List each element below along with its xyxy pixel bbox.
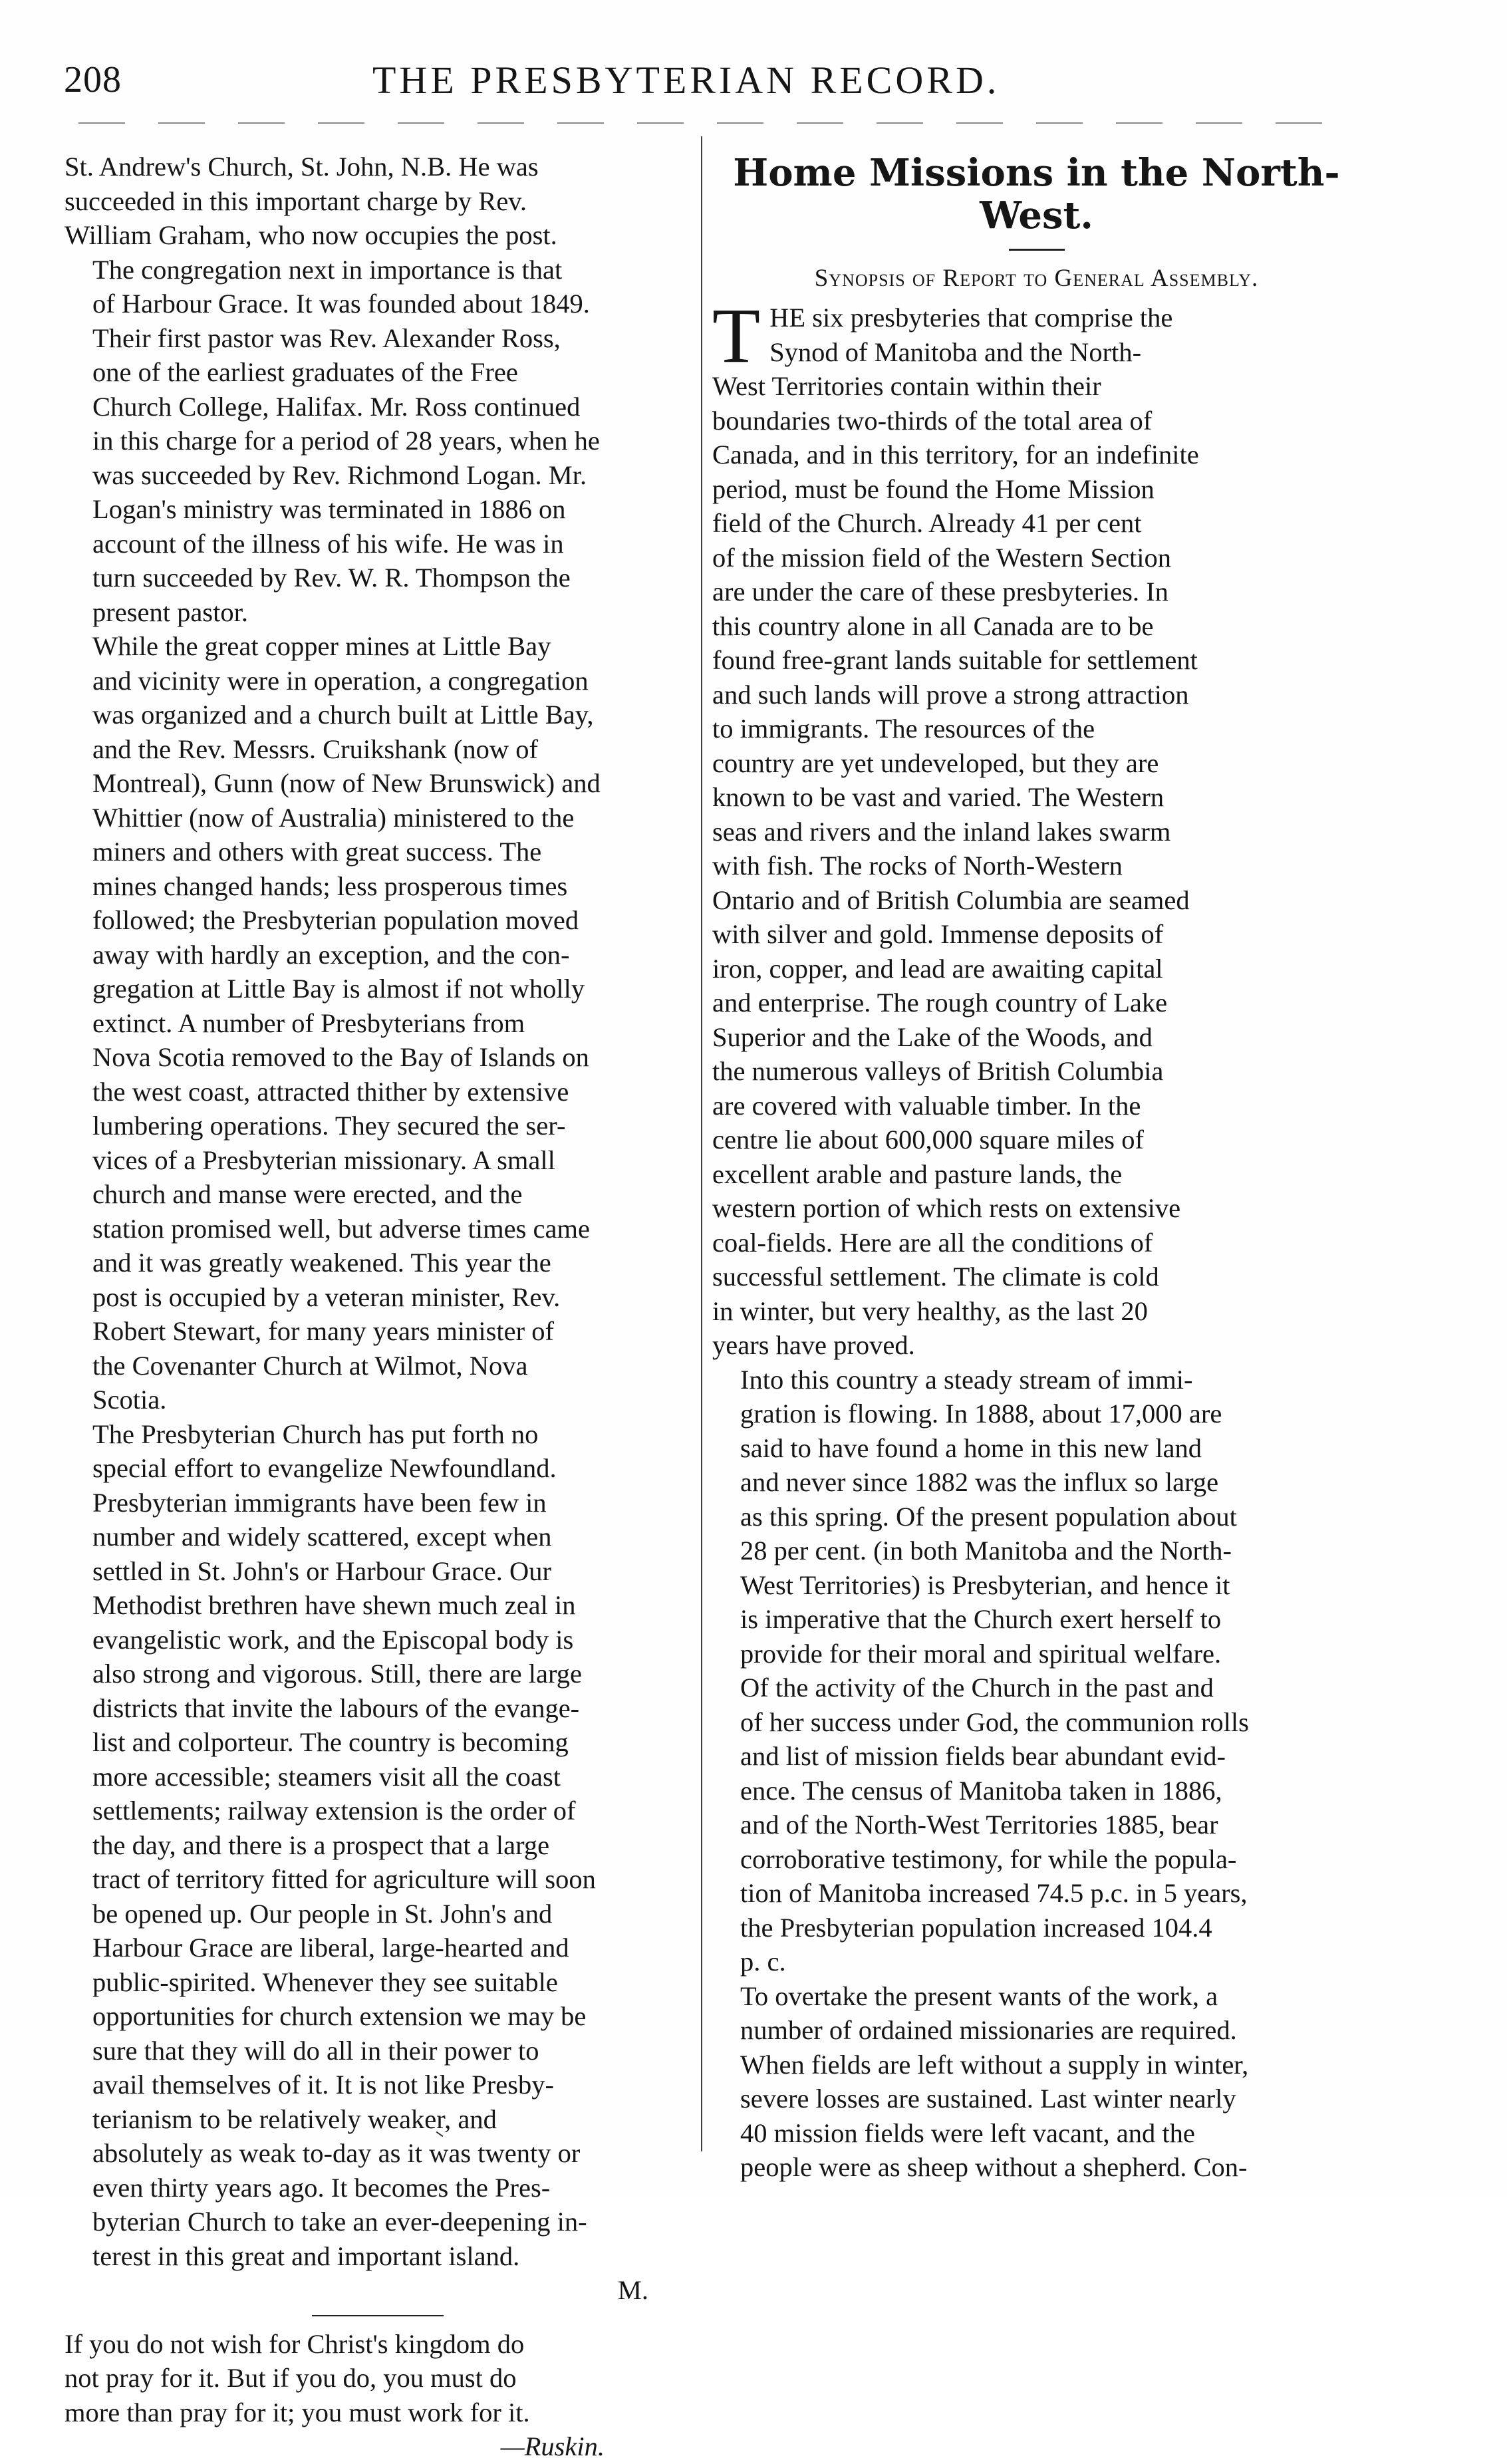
text-line: centre lie about 600,000 square miles of [712,1125,1144,1155]
text-line: evangelistic work, and the Episcopal body is [92,1624,574,1655]
text-line: special effort to evangelize Newfoundland. [92,1453,557,1483]
text-line: William Graham, who now occupies the post. [65,220,557,250]
text-line: excellent arable and pasture lands, the [712,1159,1123,1189]
text-line: Church College, Halifax. Mr. Ross continued [92,391,581,422]
text-line: present pastor. [92,597,248,627]
text-line: are under the care of these presbyteries. In [712,577,1168,607]
text-line: turn succeeded by Rev. W. R. Thompson the [92,563,571,593]
article-subheading: Synopsis of Report to General Assembly. [814,265,1259,292]
text-line: period, must be found the Home Mission [712,474,1155,504]
text-line: followed; the Presbyterian population moved [92,905,579,935]
text-line: the day, and there is a prospect that a large [92,1830,550,1860]
text-line: opportunities for church extension we may be [92,2001,587,2031]
text-line: terianism to be relatively weaker, and [92,2104,497,2134]
text-line: Methodist brethren have shewn much zeal in [92,1590,576,1620]
quote-line: more than pray for it; you must work for it. [65,2397,530,2427]
text-line: people were as sheep without a shepherd. Con- [740,2152,1248,2182]
text-line: Their first pastor was Rev. Alexander Ross, [92,323,561,353]
text-line: more accessible; steamers visit all the coast [92,1761,561,1792]
text-line: settlements; railway extension is the order of [92,1796,576,1826]
text-line: absolutely as weak to-day as it was twenty or [92,2138,581,2168]
text-line: away with hardly an exception, and the con- [92,939,570,970]
text-line: one of the earliest graduates of the Free [92,357,518,387]
text-line: corroborative testimony, for while the popula- [740,1844,1237,1874]
text-line: severe losses are sustained. Last winter nearly [740,2084,1236,2114]
left-paragraph-4 [65,1417,691,2274]
text-line: gration is flowing. In 1888, about 17,000 are [740,1399,1222,1429]
column-divider [701,136,702,2151]
drop-cap: T [712,292,761,379]
text-line: and vicinity were in operation, a congregation [92,665,589,696]
text-line: post is occupied by a veteran minister, Rev. [92,1282,561,1312]
text-line: public-spirited. Whenever they see suitable [92,1967,558,1997]
left-paragraph-1 [65,150,691,253]
text-line: account of the illness of his wife. He was in [92,528,564,559]
running-head: THE PRESBYTERIAN RECORD. [372,59,1000,102]
text-line: The Presbyterian Church has put forth no [92,1419,539,1449]
text-line: seas and rivers and the inland lakes swarm [712,816,1171,847]
right-paragraph-3 [712,1979,1361,2185]
text-line: successful settlement. The climate is cold [712,1262,1159,1292]
text-line: the numerous valleys of British Columbia [712,1056,1164,1086]
text-line: and such lands will prove a strong attraction [712,679,1189,710]
text-line: West Territories contain within their [712,371,1101,401]
text-line: boundaries two-thirds of the total area of [712,405,1153,436]
text-line: p. c. [740,1947,786,1977]
text-line: Logan's ministry was terminated in 1886 on [92,494,566,524]
text-line: list and colporteur. The country is becoming [92,1727,569,1757]
text-line: number of ordained missionaries are required. [740,2015,1237,2045]
text-line: While the great copper mines at Little Bay [92,631,551,661]
text-line: Canada, and in this territory, for an indefinite [712,440,1199,470]
text-line: Harbour Grace are liberal, large-hearted and [92,1933,569,1963]
quote-line: not pray for it. But if you do, you must do [65,2363,517,2393]
text-line: in this charge for a period of 28 years, when he [92,426,600,456]
text-line: Whittier (now of Australia) ministered to the [92,802,575,833]
text-line: 28 per cent. (in both Manitoba and the North- [740,1536,1232,1566]
text-line: and it was greatly weakened. This year the [92,1248,551,1278]
text-line: was organized and a church built at Little Bay, [92,700,594,730]
text-line: this country alone in all Canada are to be [712,611,1154,641]
text-line: Into this country a steady stream of immi- [740,1364,1193,1395]
top-rule [78,122,1342,124]
text-line: West Territories) is Presbyterian, and hence it [740,1570,1230,1600]
text-line: Of the activity of the Church in the past and [740,1673,1214,1703]
text-line: even thirty years ago. It becomes the Pres- [92,2172,551,2203]
text-line: the Presbyterian population increased 104.4 [740,1912,1212,1943]
text-line: iron, copper, and lead are awaiting capital [712,953,1163,984]
text-line: Montreal), Gunn (now of New Brunswick) and [92,768,601,798]
text-line: gregation at Little Bay is almost if not wholly [92,974,585,1004]
text-line: field of the Church. Already 41 per cent [712,508,1142,538]
left-column-article [65,150,691,2464]
text-line: and list of mission fields bear abundant evid- [740,1741,1226,1771]
text-line: station promised well, but adverse times came [92,1213,590,1244]
right-paragraph-2 [712,1363,1361,1979]
heading-divider [1009,249,1065,251]
text-line: number and widely scattered, except when [92,1522,552,1552]
text-line: of Harbour Grace. It was founded about 1849. [92,289,590,319]
text-line: lumbering operations. They secured the ser- [92,1111,566,1141]
text-line: avail themselves of it. It is not like Presby- [92,2070,554,2100]
text-line: known to be vast and varied. The Western [712,782,1164,812]
left-paragraph-3 [65,629,691,1417]
text-line: and the Rev. Messrs. Cruikshank (now of [92,734,539,764]
text-line: 40 mission fields were left vacant, and the [740,2118,1195,2148]
text-line: with fish. The rocks of North-Western [712,851,1123,881]
ruskin-quote [65,2327,691,2464]
text-line: Scotia. [92,1385,167,1415]
text-line: sure that they will do all in their power to [92,2035,539,2066]
right-paragraph-1 [712,292,1361,1363]
section-divider [312,2315,444,2316]
text-line: Ontario and of British Columbia are seamed [712,885,1190,915]
text-line: said to have found a home in this new land [740,1433,1202,1463]
text-line: miners and others with great success. The [92,837,542,867]
text-line: the Covenanter Church at Wilmot, Nova [92,1350,528,1381]
text-line: church and manse were erected, and the [92,1179,523,1209]
text-line: also strong and vigorous. Still, there are large [92,1659,582,1689]
text-line: was succeeded by Rev. Richmond Logan. Mr. [92,460,587,490]
text-line: in winter, but very healthy, as the last 20 [712,1296,1148,1326]
text-line: found free-grant lands suitable for settlement [712,645,1198,675]
text-line: settled in St. John's or Harbour Grace. Our [92,1556,552,1586]
left-paragraph-2 [65,253,691,630]
text-line: to immigrants. The resources of the [712,714,1095,744]
text-line: terest in this great and important island. [92,2241,520,2271]
text-line: ence. The census of Manitoba taken in 1886, [740,1775,1222,1806]
text-line: byterian Church to take an ever-deepening in- [92,2207,587,2237]
text-line: tract of territory fitted for agriculture will soon [92,1864,596,1894]
text-line: and enterprise. The rough country of Lake [712,988,1168,1018]
text-line: Synod of Manitoba and the North- [769,337,1142,367]
quote-author: —Ruskin. [500,2431,605,2461]
page-number: 208 [64,59,122,100]
text-line: are covered with valuable timber. In the [712,1090,1141,1121]
text-line: districts that invite the labours of the evange- [92,1693,580,1723]
text-line: HE six presbyteries that comprise the [769,303,1173,333]
text-line: mines changed hands; less prosperous times [92,871,568,901]
text-line: of her success under God, the communion rolls [740,1707,1249,1737]
text-line: and never since 1882 was the influx so large [740,1467,1219,1497]
text-line: as this spring. Of the present population about [740,1501,1237,1532]
text-line: Nova Scotia removed to the Bay of Islands on [92,1042,589,1072]
text-line: coal-fields. Here are all the conditions of [712,1227,1153,1258]
article-heading: Home Missions in the North-West. [733,151,1340,237]
text-line: provide for their moral and spiritual welfare. [740,1638,1222,1669]
text-line: extinct. A number of Presbyterians from [92,1008,525,1038]
text-line: and of the North-West Territories 1885, bear [740,1810,1218,1840]
right-column-article [712,150,1361,2185]
text-line: succeeded in this important charge by Rev. [65,186,527,216]
text-line: the west coast, attracted thither by extensive [92,1076,569,1107]
text-line: When fields are left without a supply in winter, [740,2049,1249,2080]
text-line: To overtake the present wants of the work, a [740,1981,1218,2011]
text-line: The congregation next in importance is that [92,254,563,285]
text-line: of the mission field of the Western Section [712,542,1171,573]
text-line: Robert Stewart, for many years minister of [92,1316,554,1346]
text-line: vices of a Presbyterian missionary. A small [92,1145,555,1175]
article-signature: M. [617,2275,648,2305]
text-line: Presbyterian immigrants have been few in [92,1487,547,1518]
text-line: years have proved. [712,1330,915,1360]
quote-line: If you do not wish for Christ's kingdom do [65,2328,525,2359]
text-line: is imperative that the Church exert herself to [740,1604,1222,1634]
text-line: with silver and gold. Immense deposits of [712,919,1164,949]
text-line: St. Andrew's Church, St. John, N.B. He was [65,152,539,182]
text-line: be opened up. Our people in St. John's and [92,1898,553,1929]
text-line: tion of Manitoba increased 74.5 p.c. in 5 years, [740,1878,1248,1908]
text-line: country are yet undeveloped, but they are [712,748,1159,778]
text-line: western portion of which rests on extensive [712,1193,1181,1223]
text-line: Superior and the Lake of the Woods, and [712,1022,1153,1052]
